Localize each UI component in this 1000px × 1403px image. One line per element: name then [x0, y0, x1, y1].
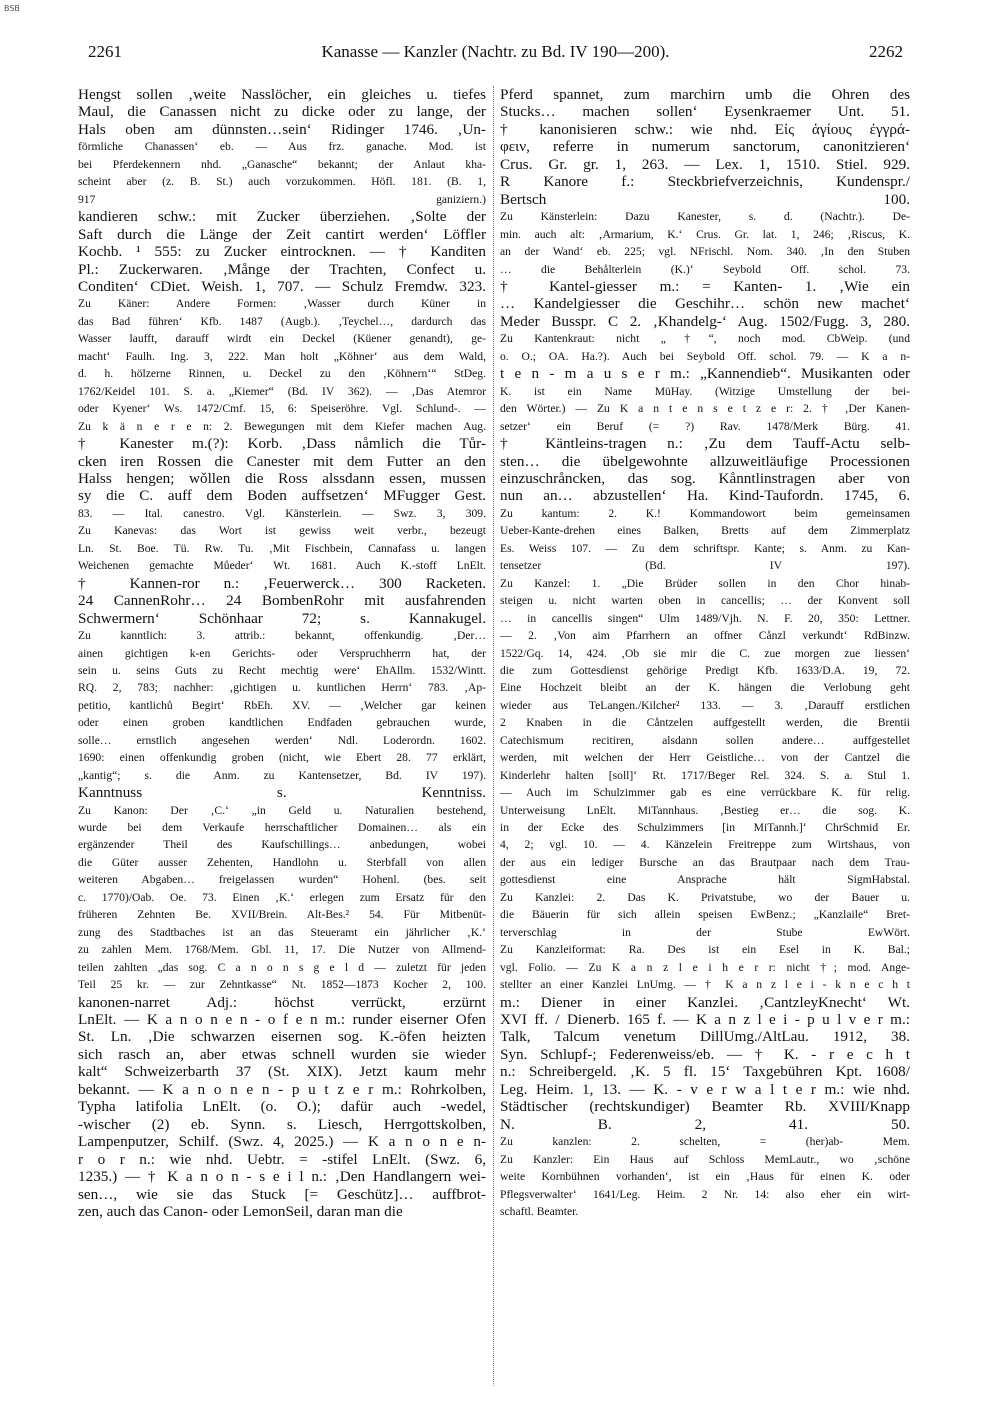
- text-line: kandieren schw.: mit Zucker überziehen. ‚Solte der: [78, 208, 486, 226]
- text-line: tensetzer (Bd. IV 197).: [500, 559, 910, 573]
- text-line: † Kantel-giesser m.: = Kanten- 1. ‚Wie ein: [500, 277, 910, 295]
- text-line: Teil 25 kr. — zur Zehntkasse“ Nt. 1852—1873 Kocher 2, 100.: [78, 978, 486, 992]
- text-line: Crus. Gr. gr. 1, 263. — Lex. 1, 1510. Stiel. 929.: [500, 155, 910, 173]
- text-line: der aus ein lediger Bursche an das Brautpaar nach dem Trau-: [500, 855, 910, 869]
- text-line: — 2. ‚Von aim Pfarrhern an offner Cånzl verkundt‘ RdBinzw.: [500, 629, 910, 643]
- text-line: t e n - m a u s e r m.: „Kannendieb“. Musikanten oder: [500, 365, 910, 383]
- column-divider: [493, 86, 494, 1386]
- text-line: Unterweisung LnElt. MiTannhaus. ‚Bestieg er… die sog. K.: [500, 803, 910, 817]
- text-line: N. B. 2, 41. 50.: [500, 1115, 910, 1133]
- text-line: kalt“ Schweizerbarth 37 (St. XIX). Jetzt kaum mehr: [78, 1063, 486, 1081]
- text-line: cken iren Rossen die Canester mit dem Futter an den: [78, 452, 486, 470]
- text-line: Pl.: Zuckerwaren. ‚Månge der Trachten, Confect u.: [78, 260, 486, 278]
- text-line: Maul, die Canassen nicht zu dicke oder zu lange, der: [78, 103, 486, 121]
- text-line: Wasser laufft, darauff wirdt ein Deckel (Küener genandt), ge-: [78, 332, 486, 346]
- left-page-number: 2261: [88, 42, 122, 61]
- text-line: die zum Gottesdienst gehörige Predigt Kfb. 1633/D.A. 19, 72.: [500, 663, 910, 677]
- text-line: zu zahlen Mem. 1768/Mem. Gbl. 11, 17. Die Nutzer von Allmend-: [78, 943, 486, 957]
- text-line: … in cancellis singen“ Ulm 1489/Vjh. N. F. 20, 350: Lettner.: [500, 611, 910, 625]
- right-column: [500, 86, 910, 1386]
- text-line: … Kandelgiesser die Geschihr… schön new machet‘: [500, 295, 910, 313]
- text-line: o. O.; OA. Ha.?). Auch bei Seybold Off. schol. 79. — K a n-: [500, 349, 910, 363]
- text-line: Conditen‘ CDiet. Weish. 1, 707. — Schulz Fremdw. 323.: [78, 277, 486, 295]
- text-line: -wischer (2) eb. Synn. s. Liesch, Herrgottskolben,: [78, 1115, 486, 1133]
- text-line: gottesdienst eine Ansprache hält SigmHabstal.: [500, 873, 910, 887]
- text-line: Hengst sollen ‚weite Nasslöcher, ein gleiches u. tiefes: [78, 86, 486, 103]
- text-line: werden, mit welchen der Herr Geistliche… von der Cantzel die: [500, 751, 910, 765]
- text-line: 4, 2; vgl. 10. — 4. Känzelein Freitreppe zum Wirtshaus, von: [500, 838, 910, 852]
- text-line: Ln. St. Boe. Tü. Rw. Tu. ‚Mit Fischbein, Cannafass u. langen: [78, 541, 486, 555]
- text-line: Städtischer (rechtskundiger) Beamter Rb. XVIII/Knapp: [500, 1098, 910, 1116]
- text-line: steigen u. nicht warten oben in cancellis; … der Konvent soll: [500, 594, 910, 608]
- text-line: scheint aber (z. B. St.) auch vorzukommen. Höfl. 181. (B. 1,: [78, 175, 486, 189]
- text-line: bei Pferdekennern nhd. „Ganasche“ bekannt; der Anlaut kha-: [78, 157, 486, 171]
- text-line: 2 Knaben in die Cåntzelen auffgestellt werden, die Brentii: [500, 716, 910, 730]
- text-line: LnElt. — K a n o n e n - o f e n m.: runder eiserner Ofen: [78, 1011, 486, 1029]
- text-line: Bertsch 100.: [500, 190, 910, 208]
- text-line: „kantig“; s. die Anm. zu Kantensetzer, Bd. IV 197).: [78, 768, 486, 782]
- text-line: Lampenputzer, Schilf. (Swz. 4, 2025.) — K a n o n e n-: [78, 1133, 486, 1151]
- text-line: min. auch alt: ‚Armarium, K.‘ Crus. Gr. lat. 1, 246; ‚Riscus, K.: [500, 227, 910, 241]
- text-line: Halss hengen; wǒllen die Ross alssdann essen, mussen: [78, 469, 486, 487]
- text-line: in der Ecke des Schulzimmers [in MiTannh.]‘ ChrSchmid Er.: [500, 821, 910, 835]
- text-line: 83. — Ital. canestro. Vgl. Känsterlein. — Swz. 3, 309.: [78, 506, 486, 520]
- text-line: c. 1770)/Oab. Oe. 73. Einen ‚K.‘ erlegen zum Ersatz für den: [78, 890, 486, 904]
- text-line: förmliche Chanassen‘ eb. — Aus frz. ganache. Mod. ist: [78, 140, 486, 154]
- text-line: Zu Kanzler: Ein Haus auf Schloss MemLautr., wo ‚schöne: [500, 1152, 910, 1166]
- text-line: zung des Stadtbaches ist an das Steueramt ein jährlicher ‚K.‘: [78, 925, 486, 939]
- text-line: Leg. Heim. 1, 13. — K. - v e r w a l t e r m.: wie nhd.: [500, 1080, 910, 1098]
- text-line: Pflegsverwalter‘ 1641/Leg. Heim. 2 Nr. 14: also eher ein wirt-: [500, 1187, 910, 1201]
- text-line: Talk, Talcum venetum DillUmg./AltLau. 1912, 38.: [500, 1028, 910, 1046]
- text-line: Es. Weiss 107. — Zu dem schriftspr. Kante; s. Anm. zu Kan-: [500, 541, 910, 555]
- text-line: Schwermern‘ Schönhaar 72; s. Kannakugel.: [78, 609, 486, 627]
- text-line: r o r n.: wie nhd. Uebtr. = -stifel LnElt. (Swz. 6,: [78, 1150, 486, 1168]
- text-line: n.: Schreibergeld. ‚K. 5 fl. 15‘ Taxgebühren Kpt. 1608/: [500, 1063, 910, 1081]
- text-line: St. Ln. ‚Die schwarzen eisernen sog. K.-öfen heizten: [78, 1028, 486, 1046]
- text-line: Zu kanzlen: 2. schelten, = (her)ab- Mem.: [500, 1135, 910, 1149]
- text-line: ergänzender Theil des Kaufschillings… anbedungen, wobei: [78, 838, 486, 852]
- text-line: Eine Hochzeit bleibt an der K. hängen die Verlobung geht: [500, 681, 910, 695]
- text-line: Zu Känsterlein: Dazu Kanester, s. d. (Nachtr.). De-: [500, 210, 910, 224]
- text-line: Zu kantum: 2. K.! Kommandowort beim gemeinsamen: [500, 506, 910, 520]
- text-line: Pferd spannet, zum marchirn umb die Ohren des: [500, 86, 910, 103]
- text-line: teilen zahlten „das sog. C a n o n s g e l d — zuletzt für jeden: [78, 960, 486, 974]
- text-line: setzer‘ ein Beruf (= ?) Rav. 1478/Merk Bürg. 41.: [500, 419, 910, 433]
- text-line: Zu Kanevas: das Wort ist gewiss weit verbr., bezeugt: [78, 524, 486, 538]
- text-line: † Kanester m.(?): Korb. ‚Dass nåmlich die Tůr-: [78, 435, 486, 453]
- text-line: Kochb. ¹ 555: zu Zucker eintrocknen. — † Kanditen: [78, 243, 486, 261]
- text-line: nun an… abzustellen‘ Ha. Kind-Taufordn. 1745, 6.: [500, 487, 910, 505]
- text-line: Stucks… machen sollen‘ Eysenkraemer Unt. 51.: [500, 103, 910, 121]
- text-line: vgl. Folio. — Zu K a n z l e i h e r r: nicht †; mod. Ange-: [500, 960, 910, 974]
- text-line: die Bäuerin für sich allein speisen EwBenz.; „Kanzlaile“ Bret-: [500, 908, 910, 922]
- page-header: [88, 42, 903, 66]
- text-line: ainen gichtigen k-en Gerichts- oder Verspruchherrn hat, der: [78, 646, 486, 660]
- text-line: weiteren Abgaben… freigelassen wurden“ Hohenl. (bes. seit: [78, 873, 486, 887]
- text-line: die Güter ausser Zehenten, Handlohn u. Sterbfall von allen: [78, 855, 486, 869]
- text-line: solle… ernstlich angesehen werden‘ Ndl. Loderordn. 1602.: [78, 733, 486, 747]
- text-line: petitio, kantlichů Begirt‘ RbEh. XV. — ‚Welcher gar keinen: [78, 698, 486, 712]
- text-line: 1522/Gq. 14, 424. ‚Ob sie mir die C. zue morgen zue liessen‘: [500, 646, 910, 660]
- text-line: kanonen-narret Adj.: höchst verrückt, erzürnt: [78, 993, 486, 1011]
- text-line: oder einen groben kandtlichen Endfaden gebrauchen wurde,: [78, 716, 486, 730]
- text-line: Zu Kanzleiformat: Ra. Des ist ein Esel in K. Bal.;: [500, 943, 910, 957]
- text-line: Zu Kanzel: 1. „Die Brüder sollen in den Chor hinab-: [500, 576, 910, 590]
- text-line: Weichenen gemachte Můeder‘ Wt. 1681. Auch K.-stoff LnElt.: [78, 559, 486, 573]
- text-line: sen…, wie sie das Stuck [= Geschütz]… auffbrot-: [78, 1185, 486, 1203]
- text-line: Kanntnuss s. Kenntniss.: [78, 784, 486, 802]
- text-line: das Bad führen‘ Kfb. 1487 (Augb.). ‚Teychel…, dardurch das: [78, 314, 486, 328]
- text-line: weite Kornbühnen vorhanden‘, ist ein ‚Haus für einen K. oder: [500, 1170, 910, 1184]
- text-line: 24 CannenRohr… 24 BombenRohr mit ausfahrenden: [78, 592, 486, 610]
- text-line: Zu Kanzlei: 2. Das K. Privatstube, wo der Bauer u.: [500, 890, 910, 904]
- text-line: bekannt. — K a n o n e n - p u t z e r m.: Rohrkolben,: [78, 1080, 486, 1098]
- text-line: einzuschråncken, das sog. Kånntlinstragen aber von: [500, 469, 910, 487]
- text-line: macht‘ Faulh. Ing. 3, 222. Man holt „Köhner‘ aus dem Wald,: [78, 349, 486, 363]
- text-line: Kinderlehr halten [soll]‘ Rt. 1717/Beger Rel. 324. S. a. Stul 1.: [500, 768, 910, 782]
- text-line: Zu Kantenkraut: nicht „†“, noch mod. CbWeip. (und: [500, 332, 910, 346]
- text-line: stellter an einer Kanzlei LnUmg. — † K a n z l e i - k n e c h t: [500, 978, 910, 992]
- text-line: — Auch im Schulzimmer gab es eine verrückbare K. für relig.: [500, 786, 910, 800]
- text-line: wieder aus TeLangen./Kilcher² 133. — 3. ‚Darauff erstlichen: [500, 698, 910, 712]
- right-page-number: 2262: [869, 42, 903, 61]
- text-line: Syn. Schlupf-; Federenweiss/eb. — † K. - r e c h t: [500, 1045, 910, 1063]
- text-line: an der Wand‘ eb. 225; vgl. NFrischl. Nom. 340. ‚In den Stuben: [500, 245, 910, 259]
- running-title: Kanasse — Kanzler (Nachtr. zu Bd. IV 190—200).: [321, 42, 670, 61]
- text-line: K. ist ein Name MüHay. (Witzige Umstellung der bei-: [500, 384, 910, 398]
- left-column: [78, 86, 486, 1386]
- text-line: sein u. seins Guts zu Recht mechtig were‘ EhAllm. 1532/Wintt.: [78, 663, 486, 677]
- text-line: RQ. 2, 783; nachher: ‚gichtigen u. kuntlichen Herrn‘ 783. ‚Ap-: [78, 681, 486, 695]
- text-line: oder Kyener‘ Ws. 1472/Cmf. 15, 6: Speiseröhre. Vgl. Schlund-. —: [78, 402, 486, 416]
- text-line: Zu k ä n e r e n: 2. Bewegungen mit dem Kiefer machen Aug.: [78, 419, 486, 433]
- text-line: R Kanore f.: Steckbriefverzeichnis, Kundenspr./: [500, 173, 910, 191]
- text-line: φειν, referre in numerum sanctorum, canonitzieren‘: [500, 138, 910, 156]
- text-line: schaftl. Beamter.: [500, 1205, 579, 1218]
- text-line: sten… die übelgewohnte allzuweitläufige Processionen: [500, 452, 910, 470]
- text-line: 1762/Keidel 101. S. a. „Kiemer“ (Bd. IV 362). — ‚Das Atemror: [78, 384, 486, 398]
- text-line: 1235.) — † K a n o n - s e i l n.: ‚Den Handlangern wei-: [78, 1168, 486, 1186]
- text-line: d. h. hölzerne Rinnen, u. Deckel zu den ‚Köhnern‘“ StDeg.: [78, 367, 486, 381]
- text-line: † Kannen-ror n.: ‚Feuerwerck… 300 Racketen.: [78, 574, 486, 592]
- text-line: Zu kanntlich: 3. attrib.: bekannt, offenkundig. ‚Der…: [78, 629, 486, 643]
- library-stamp: BSB: [4, 4, 20, 13]
- text-line: terverschlag in der Stube EwWört.: [500, 925, 910, 939]
- text-line: † Käntleins-tragen n.: ‚Zu dem Tauff-Actu selb-: [500, 435, 910, 453]
- text-line: Ueber-Kante-drehen eines Balken, Bretts auf dem Zimmerplatz: [500, 524, 910, 538]
- text-line: Zu Kanon: Der ‚C.‘ „in Geld u. Naturalien bestehend,: [78, 803, 486, 817]
- text-line: sich rasch an, aber etwas schnell wurden sie wieder: [78, 1045, 486, 1063]
- text-line: wurde bei dem Verkaufe herrschaftlicher Domainen… als ein: [78, 821, 486, 835]
- text-line: Zu Käner: Andere Formen: ‚Wasser durch Küner in: [78, 297, 486, 311]
- text-line: Meder Busspr. C 2. ‚Khandelg-‘ Aug. 1502/Fugg. 3, 280.: [500, 312, 910, 330]
- text-line: Catechismum recitiren, alsdann sollen andere… auffgestellet: [500, 733, 910, 747]
- text-line: zen, auch das Canon- oder LemonSeil, daran man die: [78, 1203, 403, 1220]
- text-line: … die Behålterlein (K.)‘ Seybold Off. schol. 73.: [500, 262, 910, 276]
- text-line: Saft durch die Länge der Zeit cantirt werden‘ Löffler: [78, 225, 486, 243]
- text-line: sy die C. auff dem Boden auffsetzen‘ MFugger Gest.: [78, 487, 486, 505]
- text-line: Hals oben am dünnsten…sein‘ Ridinger 1746. ‚Un-: [78, 120, 486, 138]
- text-line: † kanonisieren schw.: wie nhd. Εἰς ἁγίους ἐγγρά-: [500, 120, 910, 138]
- text-line: XVI ff. / Dienerb. 165 f. — K a n z l e i - p u l v e r m.:: [500, 1011, 910, 1029]
- text-line: den Wörter.) — Zu K a n t e n s e t z e r: 2. † ‚Der Kanen-: [500, 402, 910, 416]
- text-line: früheren Zehnten Be. XVII/Brein. Alt-Bes.² 54. Für Mitbenüt-: [78, 908, 486, 922]
- text-line: 1690: einen offenkundig groben (nicht, wie Ebert 28. 77 erklärt,: [78, 751, 486, 765]
- text-line: m.: Diener in einer Kanzlei. ‚CantzleyKnecht‘ Wt.: [500, 993, 910, 1011]
- text-line: 917 ganiziern.): [78, 192, 486, 206]
- text-line: Typha latifolia LnElt. (o. O.); dafür auch -wedel,: [78, 1098, 486, 1116]
